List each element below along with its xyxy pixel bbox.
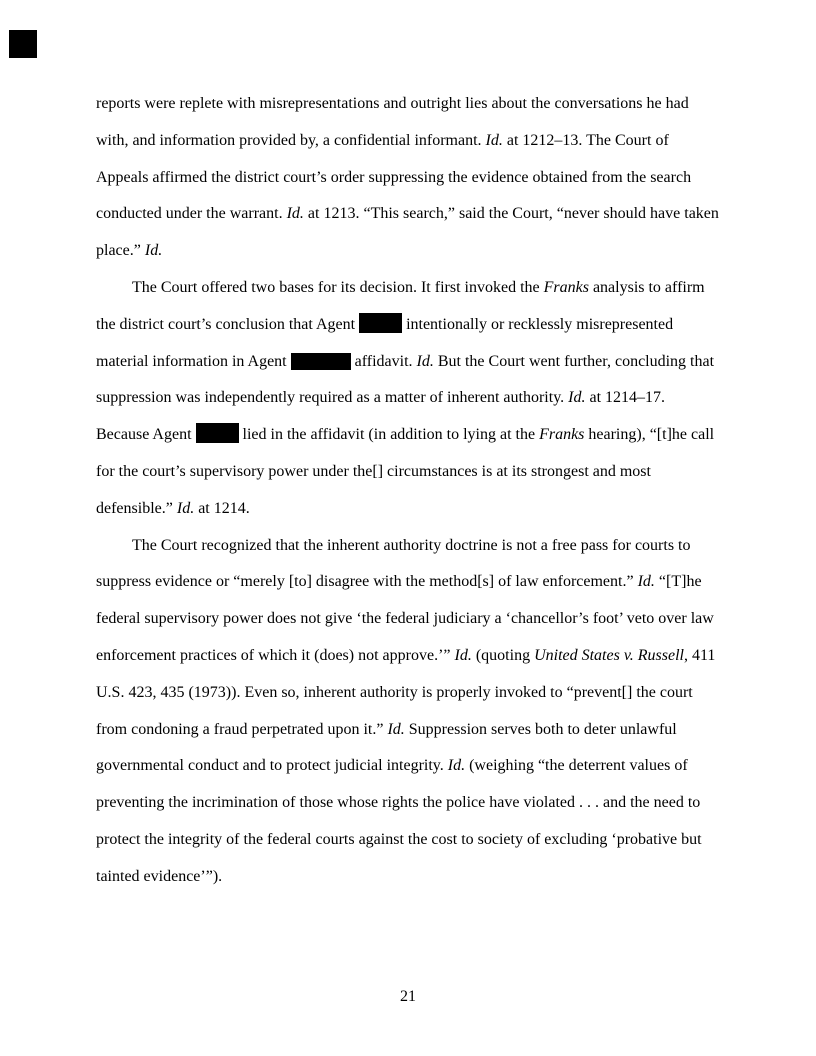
text-run: conducted under the warrant. [96, 205, 287, 223]
text-run: material information in Agent [96, 352, 291, 370]
text-run: affidavit. [350, 352, 417, 370]
document-line [96, 528, 728, 565]
document-line [96, 785, 728, 822]
italic-text-run: Id. [485, 131, 503, 149]
document-line [96, 233, 728, 270]
document-line [96, 86, 728, 123]
document-line [96, 822, 728, 859]
italic-text-run: Franks [543, 278, 589, 296]
document-line [96, 748, 728, 785]
text-run: suppress evidence or “merely [to] disagree with the method[s] of law enforcement.” [96, 573, 638, 591]
text-run: suppression was independently required as a matter of inherent authority. [96, 389, 569, 407]
text-run: U.S. 423, 435 (1973)). Even so, inherent authority is properly invoked to “prevent[] the court [96, 683, 693, 701]
text-run: The Court recognized that the inherent authority doctrine is not a free pass for courts to [132, 536, 691, 554]
text-run: preventing the incrimination of those whose rights the police have violated . . . and the need to [96, 794, 701, 812]
document-line [96, 160, 728, 197]
corner-redaction-box [9, 30, 37, 58]
text-run: federal supervisory power does not give ‘the federal judiciary a ‘chancellor’s foot’ veto over law [96, 610, 714, 628]
text-run: hearing), “[t]he call [584, 426, 715, 444]
text-run: reports were replete with misrepresentations and outright lies about the conversations he had [96, 95, 689, 112]
redaction-bar [196, 423, 239, 443]
italic-text-run: Id. [568, 389, 586, 407]
text-run: with, and information provided by, a confidential informant. [96, 131, 486, 149]
text-run: “[T]he [654, 573, 702, 591]
document-line [96, 123, 728, 160]
text-run: The Court offered two bases for its decision. It first invoked the [132, 278, 544, 296]
text-run: at 1214. [194, 499, 250, 517]
italic-text-run: Id. [447, 757, 466, 775]
text-run: Suppression serves both to deter unlawful [404, 720, 677, 738]
text-run: place.” [96, 242, 145, 260]
text-run: at 1213. “This search,” said the Court, “never should have taken [303, 205, 719, 223]
text-run: , 411 [683, 646, 716, 664]
text-run: lied in the affidavit (in addition to lying at the [238, 426, 540, 444]
document-line [96, 307, 728, 344]
text-run: Appeals affirmed the district court’s order suppressing the evidence obtained from the search [96, 168, 692, 186]
text-run: from condoning a fraud perpetrated upon it.” [96, 720, 388, 738]
text-run: intentionally or recklessly misrepresented [402, 315, 674, 333]
italic-text-run: Id. [454, 646, 472, 664]
text-run: defensible.” [96, 499, 177, 517]
italic-text-run: Id. [144, 242, 163, 260]
document-line [96, 601, 728, 638]
text-run: But the Court went further, concluding that [433, 352, 715, 370]
text-run: governmental conduct and to protect judicial integrity. [96, 757, 448, 775]
text-run: the district court’s conclusion that Agent [96, 315, 360, 333]
italic-text-run: Id. [176, 499, 195, 517]
text-run: Because Agent [96, 426, 196, 444]
document-line [96, 344, 728, 381]
document-line [96, 675, 728, 712]
italic-text-run: Id. [387, 720, 405, 738]
text-run: analysis to affirm [588, 278, 705, 296]
document-line [96, 638, 728, 675]
italic-text-run: Id. [416, 352, 434, 370]
document-line [96, 380, 728, 417]
italic-text-run: Franks [539, 426, 585, 444]
text-run: for the court’s supervisory power under the[] circumstances is at its strongest and most [96, 462, 651, 480]
document-line [96, 712, 728, 749]
italic-text-run: Id. [286, 205, 304, 223]
italic-text-run: United States v. Russell [534, 646, 684, 664]
text-run: (weighing “the deterrent values of [465, 757, 688, 775]
document-line [96, 564, 728, 601]
text-run: enforcement practices of which it (does) not approve.’” [96, 646, 455, 664]
redaction-bar [359, 313, 402, 333]
document-line [96, 417, 728, 454]
page-number: 21 [400, 988, 416, 1005]
document-line [96, 859, 728, 896]
text-run: tainted evidence’”). [96, 867, 223, 885]
redaction-bar [291, 353, 351, 370]
document-body [96, 86, 728, 896]
document-line [96, 196, 728, 233]
text-run: at 1212–13. The Court of [502, 131, 669, 149]
document-line [96, 270, 728, 307]
text-run: (quoting [471, 646, 535, 664]
document-line [96, 454, 728, 491]
document-line [96, 491, 728, 528]
text-run: at 1214–17. [585, 389, 666, 407]
text-run: protect the integrity of the federal courts against the cost to society of excluding ‘probative but [96, 830, 702, 848]
italic-text-run: Id. [637, 573, 655, 591]
